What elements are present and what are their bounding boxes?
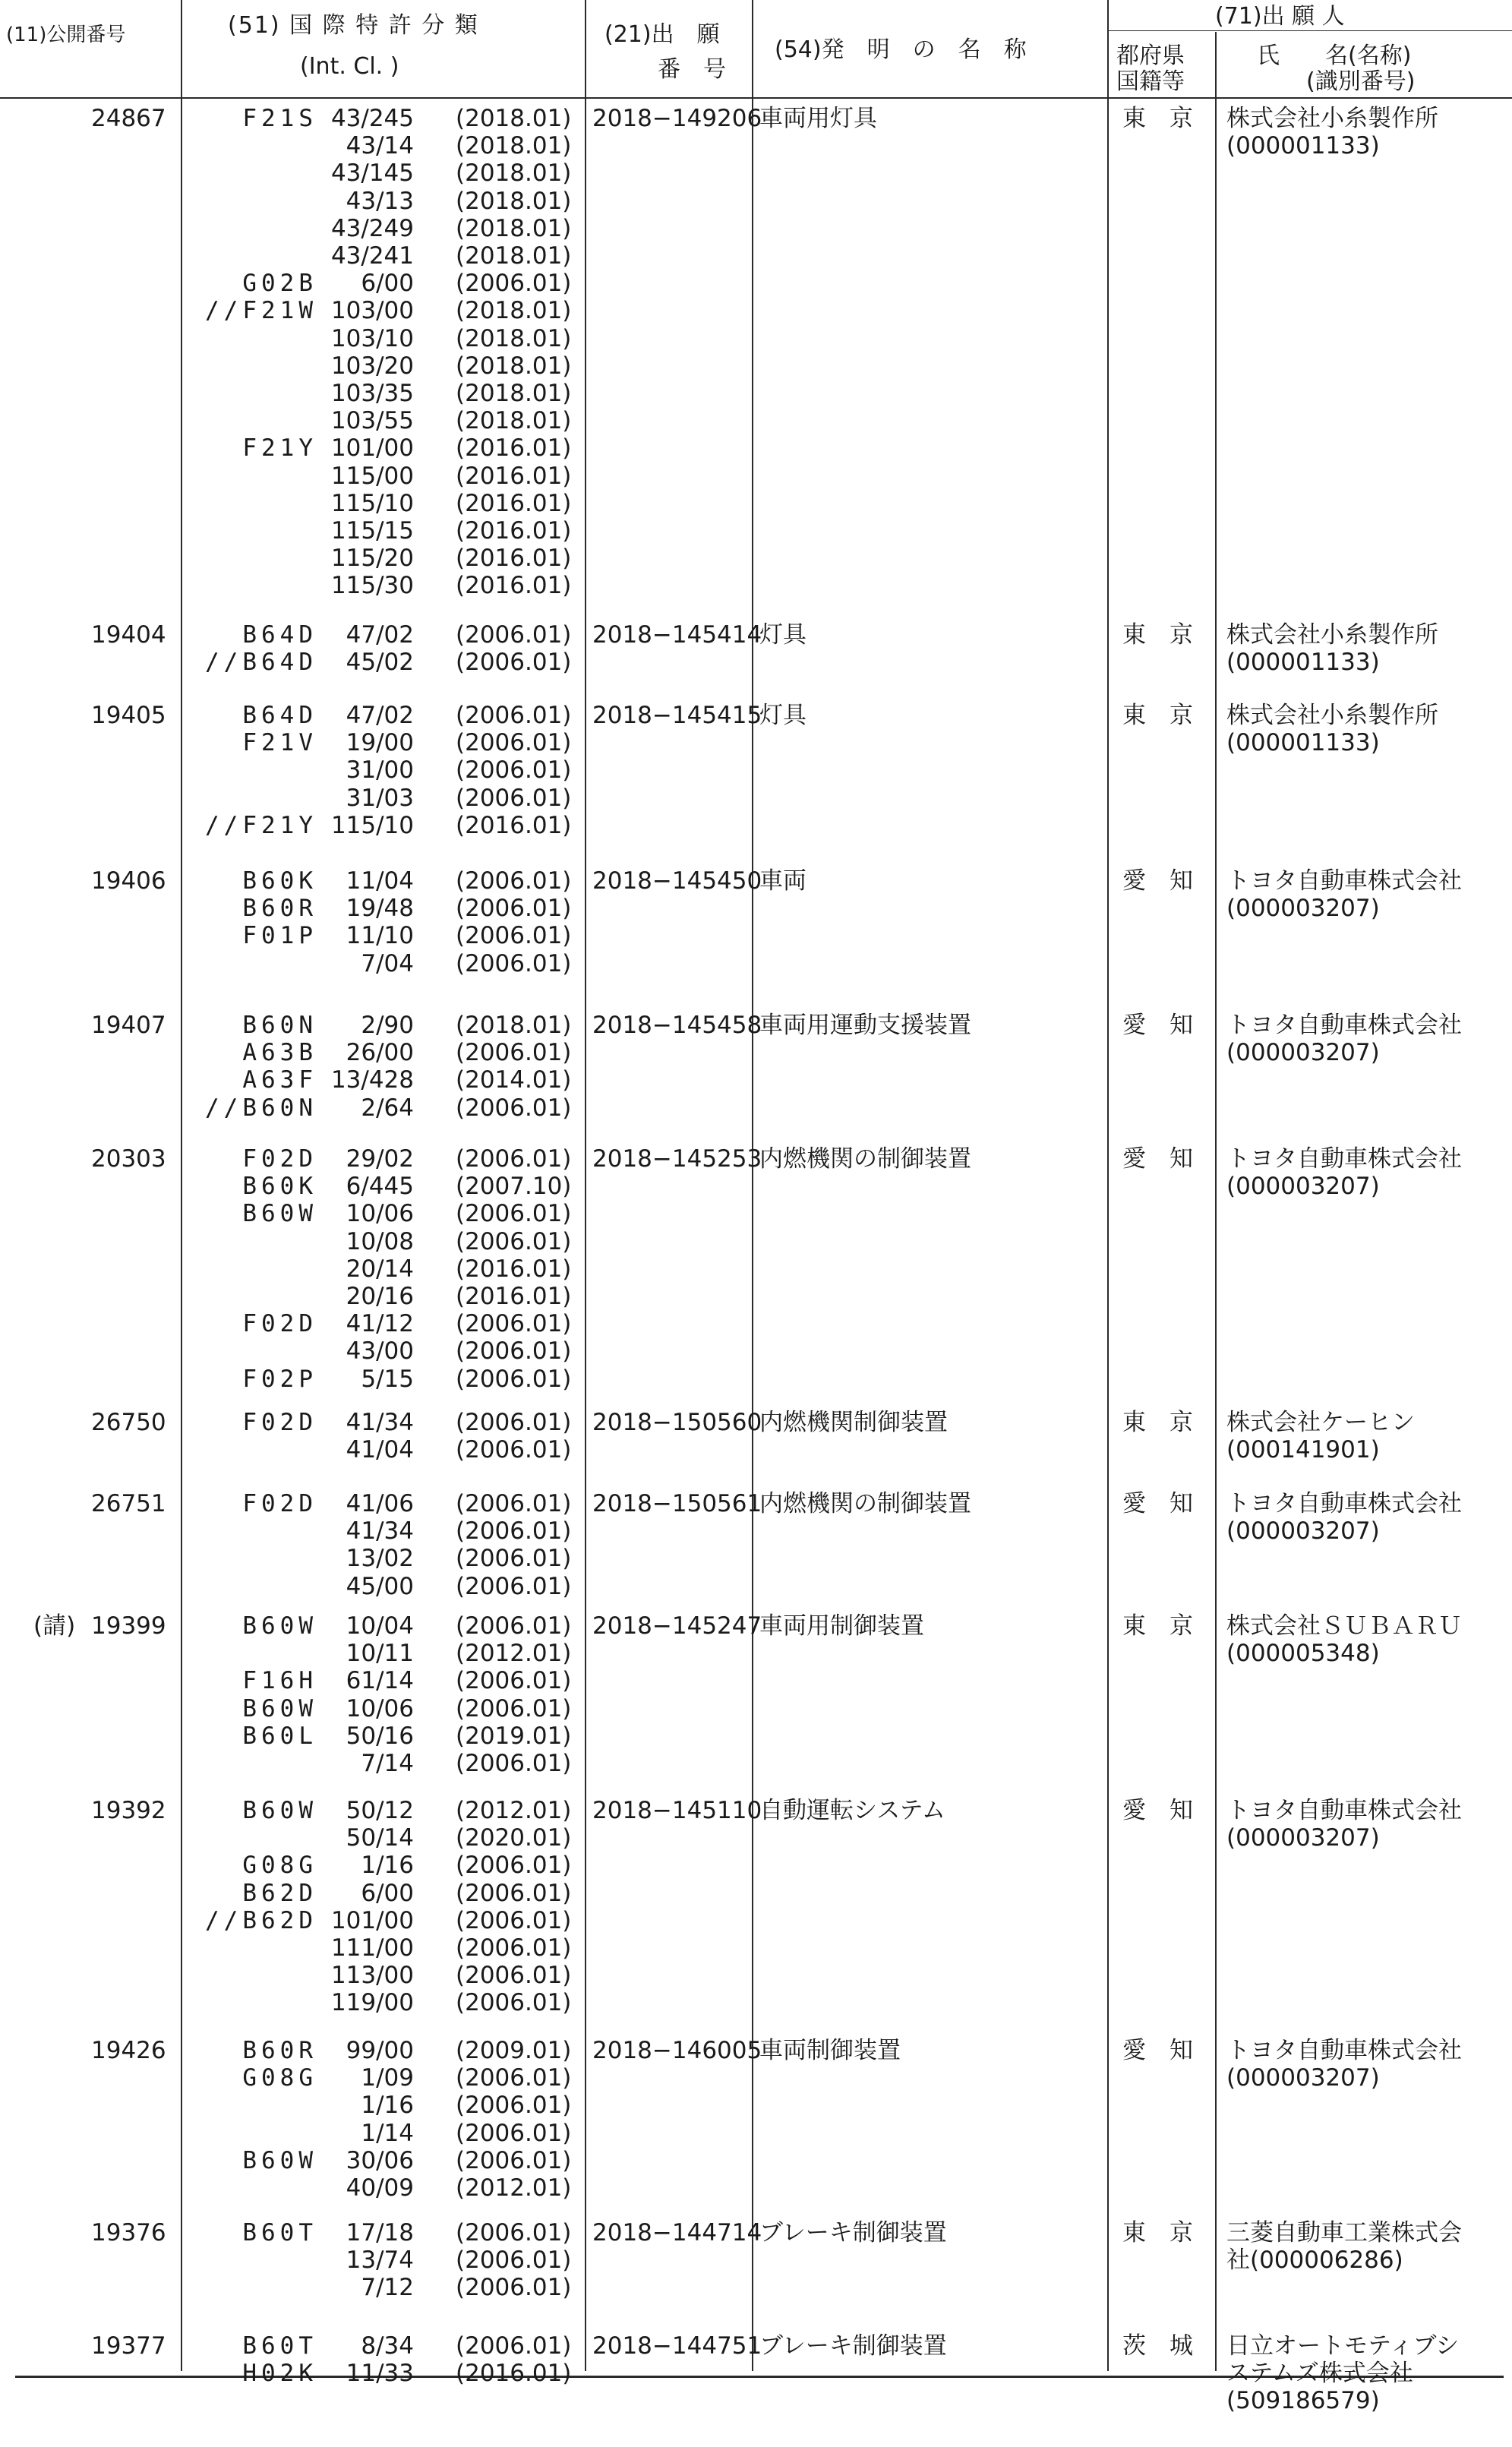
ipc-group: 101/00 — [330, 434, 414, 463]
ipc-version: (2006.01) — [456, 649, 572, 677]
publication-number: 20303 — [91, 1145, 166, 1173]
ipc-subclass: G08G — [242, 1852, 317, 1880]
ipc-version: (2006.01) — [456, 729, 572, 757]
ipc-group: 115/30 — [330, 572, 414, 600]
ipc-group: 113/00 — [330, 1962, 414, 1990]
applicant-name: (000001133) — [1226, 132, 1380, 160]
ipc-version: (2006.01) — [456, 1517, 572, 1546]
ipc-group: 6/00 — [361, 1879, 414, 1907]
ipc-version: (2006.01) — [456, 2064, 572, 2092]
ipc-version: (2012.01) — [456, 1797, 572, 1824]
publication-number: 19407 — [91, 1012, 166, 1039]
publication-number: 19392 — [91, 1797, 166, 1824]
ipc-group: 45/00 — [346, 1572, 414, 1600]
applicant-prefecture: 愛 知 — [1122, 867, 1193, 895]
publication-number: 19426 — [91, 2037, 166, 2064]
ipc-group: 99/00 — [346, 2037, 414, 2064]
applicant-prefecture: 愛 知 — [1122, 1145, 1193, 1173]
ipc-version: (2006.01) — [456, 1934, 572, 1962]
ipc-group: 61/14 — [346, 1667, 414, 1695]
applicant-prefecture: 茨 城 — [1122, 2332, 1193, 2360]
ipc-group: 6/445 — [346, 1173, 414, 1201]
ipc-group: 19/48 — [346, 895, 414, 923]
ipc-subclass: F02D — [242, 1145, 317, 1173]
ipc-version: (2014.01) — [456, 1066, 572, 1094]
ipc-subclass: B60T — [242, 2332, 317, 2360]
ipc-group: 13/02 — [346, 1545, 414, 1573]
ipc-subclass: //B64D — [205, 649, 317, 677]
applicant-name: (000003207) — [1226, 1824, 1380, 1852]
ipc-version: (2016.01) — [456, 434, 572, 463]
ipc-group: 115/20 — [330, 545, 414, 573]
ipc-version: (2006.01) — [456, 1694, 572, 1722]
ipc-subclass: G08G — [242, 2064, 317, 2092]
applicant-name: トヨタ自動車株式会社 — [1226, 867, 1462, 895]
ipc-version: (2018.01) — [456, 380, 572, 407]
ipc-subclass: B64D — [242, 621, 317, 649]
ipc-group: 20/14 — [346, 1255, 414, 1283]
publication-number: 26750 — [91, 1409, 166, 1436]
ipc-version: (2018.01) — [456, 297, 572, 325]
header-prefecture-1: 都府県 — [1116, 43, 1185, 69]
ipc-group: 11/04 — [346, 867, 414, 895]
applicant-name: (000003207) — [1226, 2064, 1380, 2092]
invention-title: 車両制御装置 — [759, 2037, 901, 2064]
applicant-name: トヨタ自動車株式会社 — [1226, 2037, 1462, 2064]
ipc-group: 2/64 — [361, 1094, 414, 1122]
ipc-version: (2006.01) — [456, 2219, 572, 2247]
ipc-group: 115/10 — [330, 489, 414, 517]
publication-number: 26751 — [91, 1490, 166, 1517]
ipc-group: 1/14 — [361, 2119, 414, 2147]
ipc-version: (2020.01) — [456, 1824, 572, 1852]
ipc-version: (2006.01) — [456, 1545, 572, 1573]
ipc-group: 41/34 — [346, 1409, 414, 1436]
ipc-group: 101/00 — [330, 1906, 414, 1934]
ipc-subclass: F02P — [242, 1365, 317, 1393]
ipc-group: 41/04 — [346, 1436, 414, 1464]
ipc-version: (2016.01) — [456, 462, 572, 490]
ipc-subclass: B60K — [242, 867, 317, 895]
applicant-prefecture: 愛 知 — [1122, 1490, 1193, 1517]
ipc-group: 7/14 — [361, 1750, 414, 1777]
ipc-group: 11/10 — [346, 922, 414, 950]
invention-title: 自動運転システム — [759, 1797, 945, 1824]
ipc-version: (2006.01) — [456, 1310, 572, 1338]
ipc-subclass: B60T — [242, 2219, 317, 2247]
applicant-name: 株式会社ケーヒン — [1226, 1409, 1415, 1436]
ipc-version: (2006.01) — [456, 2274, 572, 2302]
application-number: 2018−144751 — [592, 2332, 762, 2360]
ipc-version: (2006.01) — [456, 756, 572, 785]
applicant-name: トヨタ自動車株式会社 — [1226, 1797, 1462, 1824]
applicant-prefecture: 東 京 — [1122, 105, 1193, 132]
ipc-group: 26/00 — [346, 1039, 414, 1067]
header-prefecture-2: 国籍等 — [1116, 68, 1185, 95]
ipc-group: 43/14 — [346, 132, 414, 160]
ipc-group: 10/11 — [346, 1640, 414, 1668]
application-number: 2018−145110 — [592, 1797, 762, 1824]
ipc-version: (2006.01) — [456, 1750, 572, 1777]
ipc-group: 6/00 — [361, 270, 414, 298]
column-divider — [752, 0, 753, 2371]
header-name-2: (識別番号) — [1306, 68, 1416, 95]
ipc-version: (2006.01) — [456, 1436, 572, 1464]
ipc-version: (2018.01) — [456, 324, 572, 352]
ipc-group: 31/03 — [346, 784, 414, 812]
applicant-prefecture: 愛 知 — [1122, 1012, 1193, 1039]
invention-title: 灯具 — [759, 621, 807, 649]
ipc-version: (2007.10) — [456, 1173, 572, 1201]
publication-number: 19405 — [91, 702, 166, 729]
ipc-subclass: //B62D — [205, 1906, 317, 1934]
header-divider — [0, 97, 1512, 99]
ipc-group: 103/10 — [330, 324, 414, 352]
ipc-version: (2018.01) — [456, 407, 572, 435]
ipc-group: 115/00 — [330, 462, 414, 490]
ipc-version: (2006.01) — [456, 702, 572, 729]
ipc-group: 20/16 — [346, 1283, 414, 1310]
ipc-version: (2012.01) — [456, 2174, 572, 2202]
ipc-group: 2/90 — [361, 1012, 414, 1039]
ipc-version: (2012.01) — [456, 1640, 572, 1668]
applicant-name: ステムズ株式会社 — [1226, 2360, 1413, 2388]
ipc-version: (2006.01) — [456, 1409, 572, 1436]
ipc-version: (2006.01) — [456, 1200, 572, 1228]
publication-number: 19376 — [91, 2219, 166, 2247]
applicant-name: (000141901) — [1226, 1436, 1380, 1464]
application-number: 2018−150561 — [592, 1490, 762, 1517]
ipc-version: (2016.01) — [456, 489, 572, 517]
ipc-subclass: F02D — [242, 1310, 317, 1338]
applicant-name: (000005348) — [1226, 1640, 1380, 1668]
ipc-group: 41/12 — [346, 1310, 414, 1338]
invention-title: 車両 — [759, 867, 807, 895]
ipc-subclass: B60W — [242, 1694, 317, 1722]
application-number: 2018−145247 — [592, 1612, 762, 1640]
ipc-subclass: B60W — [242, 1200, 317, 1228]
ipc-group: 115/15 — [330, 517, 414, 545]
ipc-version: (2006.01) — [456, 1094, 572, 1122]
header-app-no-2: 番 号 — [658, 56, 726, 83]
ipc-version: (2006.01) — [456, 2092, 572, 2120]
ipc-group: 11/33 — [346, 2360, 414, 2388]
ipc-group: 17/18 — [346, 2219, 414, 2247]
ipc-version: (2018.01) — [456, 105, 572, 132]
ipc-version: (2006.01) — [456, 2332, 572, 2360]
invention-title: 車両用運動支援装置 — [759, 1012, 971, 1039]
ipc-subclass: F21S — [242, 105, 317, 132]
ipc-group: 5/15 — [361, 1365, 414, 1393]
ipc-group: 43/13 — [346, 187, 414, 215]
ipc-subclass: B60R — [242, 895, 317, 923]
applicant-name: 株式会社小糸製作所 — [1226, 105, 1438, 132]
applicant-name: トヨタ自動車株式会社 — [1226, 1012, 1462, 1039]
invention-title: 内燃機関の制御装置 — [759, 1145, 971, 1173]
application-number: 2018−145458 — [592, 1012, 762, 1039]
ipc-subclass: B60R — [242, 2037, 317, 2064]
ipc-group: 7/12 — [361, 2274, 414, 2302]
ipc-group: 103/35 — [330, 380, 414, 407]
ipc-group: 10/06 — [346, 1200, 414, 1228]
publication-number: 19406 — [91, 867, 166, 895]
ipc-version: (2016.01) — [456, 1283, 572, 1310]
publication-number: 19399 — [91, 1612, 166, 1640]
ipc-group: 103/20 — [330, 352, 414, 380]
ipc-subclass: B60N — [242, 1012, 317, 1039]
ipc-version: (2006.01) — [456, 1365, 572, 1393]
applicant-name: (000003207) — [1226, 1039, 1380, 1067]
ipc-group: 8/34 — [361, 2332, 414, 2360]
ipc-version: (2006.01) — [456, 784, 572, 812]
applicant-name: 日立オートモティブシ — [1226, 2332, 1460, 2360]
application-number: 2018−145414 — [592, 621, 762, 649]
ipc-version: (2009.01) — [456, 2037, 572, 2064]
ipc-group: 43/00 — [346, 1337, 414, 1366]
applicant-prefecture: 東 京 — [1122, 2219, 1193, 2247]
ipc-version: (2018.01) — [456, 242, 572, 270]
ipc-group: 1/16 — [361, 1852, 414, 1880]
ipc-version: (2006.01) — [456, 1906, 572, 1934]
ipc-group: 31/00 — [346, 756, 414, 785]
application-number: 2018−150560 — [592, 1409, 762, 1436]
applicant-prefecture: 愛 知 — [1122, 2037, 1193, 2064]
applicant-name: 社(000006286) — [1226, 2247, 1403, 2275]
ipc-version: (2018.01) — [456, 352, 572, 380]
invention-title: 車両用灯具 — [759, 105, 877, 132]
ipc-version: (2016.01) — [456, 545, 572, 573]
ipc-subclass: B60K — [242, 1173, 317, 1201]
applicant-name: (000003207) — [1226, 895, 1380, 923]
ipc-subclass: F21Y — [242, 434, 317, 463]
ipc-version: (2018.01) — [456, 214, 572, 242]
ipc-version: (2006.01) — [456, 1612, 572, 1640]
ipc-version: (2016.01) — [456, 1255, 572, 1283]
ipc-subclass: G02B — [242, 270, 317, 298]
ipc-version: (2006.01) — [456, 1989, 572, 2017]
publication-number: 19377 — [91, 2332, 166, 2360]
ipc-subclass: B60L — [242, 1722, 317, 1750]
applicant-prefecture: 東 京 — [1122, 702, 1193, 729]
application-number: 2018−145450 — [592, 867, 762, 895]
ipc-group: 43/245 — [330, 105, 414, 132]
applicant-name: (000001133) — [1226, 649, 1380, 677]
ipc-version: (2018.01) — [456, 1012, 572, 1039]
column-divider — [181, 0, 182, 2371]
applicant-name: 株式会社小糸製作所 — [1226, 621, 1438, 649]
applicant-subheader-divider — [1107, 30, 1512, 31]
applicant-name: (000001133) — [1226, 729, 1380, 757]
ipc-version: (2006.01) — [456, 2146, 572, 2174]
ipc-version: (2006.01) — [456, 1962, 572, 1990]
ipc-group: 43/249 — [330, 214, 414, 242]
ipc-version: (2006.01) — [456, 1667, 572, 1695]
application-number: 2018−146005 — [592, 2037, 762, 2064]
invention-title: 車両用制御装置 — [759, 1612, 924, 1640]
applicant-name: トヨタ自動車株式会社 — [1226, 1145, 1462, 1173]
publication-number: 19404 — [91, 621, 166, 649]
applicant-name: 三菱自動車工業株式会 — [1226, 2219, 1462, 2247]
column-divider — [585, 0, 586, 2371]
applicant-prefecture: 東 京 — [1122, 621, 1193, 649]
claim-mark: (請) — [33, 1612, 76, 1640]
ipc-group: 50/16 — [346, 1722, 414, 1750]
ipc-version: (2006.01) — [456, 1490, 572, 1517]
header-ipc-title: (51) 国 際 特 許 分 類 — [228, 12, 479, 39]
ipc-group: 103/55 — [330, 407, 414, 435]
ipc-version: (2006.01) — [456, 922, 572, 950]
ipc-group: 119/00 — [330, 1989, 414, 2017]
header-applicant: (71)出 願 人 — [1215, 3, 1345, 30]
ipc-version: (2006.01) — [456, 895, 572, 923]
ipc-group: 13/74 — [346, 2247, 414, 2275]
ipc-group: 47/02 — [346, 621, 414, 649]
ipc-version: (2019.01) — [456, 1722, 572, 1750]
ipc-subclass: F16H — [242, 1667, 317, 1695]
ipc-subclass: //B60N — [205, 1094, 317, 1122]
ipc-group: 7/04 — [361, 949, 414, 977]
ipc-version: (2016.01) — [456, 2360, 572, 2388]
ipc-version: (2006.01) — [456, 1879, 572, 1907]
ipc-group: 13/428 — [330, 1066, 414, 1094]
ipc-subclass: B62D — [242, 1879, 317, 1907]
applicant-name: トヨタ自動車株式会社 — [1226, 1490, 1462, 1517]
ipc-group: 45/02 — [346, 649, 414, 677]
header-name-1: 氏 名(名称) — [1257, 43, 1412, 69]
ipc-group: 29/02 — [346, 1145, 414, 1173]
ipc-group: 1/09 — [361, 2064, 414, 2092]
column-divider — [1107, 0, 1109, 2371]
invention-title: 内燃機関の制御装置 — [759, 1490, 971, 1517]
ipc-group: 10/04 — [346, 1612, 414, 1640]
ipc-subclass: B60W — [242, 2146, 317, 2174]
ipc-version: (2006.01) — [456, 2247, 572, 2275]
ipc-group: 41/34 — [346, 1517, 414, 1546]
ipc-group: 10/06 — [346, 1694, 414, 1722]
applicant-name: 株式会社小糸製作所 — [1226, 702, 1438, 729]
ipc-group: 43/145 — [330, 159, 414, 188]
ipc-subclass: B60W — [242, 1612, 317, 1640]
ipc-group: 115/10 — [330, 811, 414, 839]
applicant-name: (509186579) — [1226, 2387, 1380, 2415]
ipc-version: (2016.01) — [456, 572, 572, 600]
ipc-group: 1/16 — [361, 2092, 414, 2120]
application-number: 2018−144714 — [592, 2219, 762, 2247]
ipc-subclass: A63B — [242, 1039, 317, 1067]
ipc-version: (2016.01) — [456, 517, 572, 545]
ipc-subclass: F02D — [242, 1409, 317, 1436]
ipc-version: (2006.01) — [456, 1337, 572, 1366]
ipc-subclass: B64D — [242, 702, 317, 729]
applicant-prefecture: 愛 知 — [1122, 1797, 1193, 1824]
ipc-group: 47/02 — [346, 702, 414, 729]
ipc-version: (2018.01) — [456, 132, 572, 160]
ipc-version: (2006.01) — [456, 949, 572, 977]
ipc-subclass: F21V — [242, 729, 317, 757]
invention-title: 内燃機関制御装置 — [759, 1409, 948, 1436]
ipc-version: (2006.01) — [456, 621, 572, 649]
ipc-group: 19/00 — [346, 729, 414, 757]
applicant-name: (000003207) — [1226, 1173, 1380, 1201]
ipc-version: (2006.01) — [456, 1039, 572, 1067]
ipc-group: 50/14 — [346, 1824, 414, 1852]
application-number: 2018−149206 — [592, 105, 762, 132]
application-number: 2018−145415 — [592, 702, 762, 729]
applicant-prefecture: 東 京 — [1122, 1409, 1193, 1436]
header-pub-no: (11)公開番号 — [6, 24, 126, 46]
ipc-subclass: F02D — [242, 1490, 317, 1517]
ipc-group: 41/06 — [346, 1490, 414, 1517]
ipc-subclass: F01P — [242, 922, 317, 950]
ipc-version: (2018.01) — [456, 159, 572, 188]
ipc-version: (2006.01) — [456, 1572, 572, 1600]
ipc-version: (2006.01) — [456, 270, 572, 298]
ipc-subclass: H02K — [242, 2360, 317, 2388]
publication-number: 24867 — [91, 105, 166, 132]
ipc-version: (2006.01) — [456, 867, 572, 895]
ipc-version: (2006.01) — [456, 1145, 572, 1173]
applicant-name: (000003207) — [1226, 1517, 1380, 1546]
applicant-prefecture: 東 京 — [1122, 1612, 1193, 1640]
ipc-version: (2006.01) — [456, 1852, 572, 1880]
column-divider — [1215, 32, 1217, 2371]
header-invention-title: (54)発 明 の 名 称 — [775, 36, 1027, 63]
ipc-subclass: B60W — [242, 1797, 317, 1824]
ipc-version: (2006.01) — [456, 1227, 572, 1255]
application-number: 2018−145253 — [592, 1145, 762, 1173]
invention-title: 灯具 — [759, 702, 807, 729]
ipc-group: 40/09 — [346, 2174, 414, 2202]
ipc-version: (2016.01) — [456, 811, 572, 839]
ipc-group: 103/00 — [330, 297, 414, 325]
ipc-version: (2006.01) — [456, 2119, 572, 2147]
invention-title: ブレーキ制御装置 — [759, 2219, 947, 2247]
ipc-group: 50/12 — [346, 1797, 414, 1824]
applicant-name: 株式会社ＳＵＢＡＲＵ — [1226, 1612, 1462, 1640]
ipc-subclass: //F21W — [205, 297, 317, 325]
invention-title: ブレーキ制御装置 — [759, 2332, 947, 2360]
header-app-no-1: (21)出 願 — [604, 21, 720, 48]
header-ipc-sub: (Int. Cl. ) — [300, 53, 399, 80]
ipc-subclass: //F21Y — [205, 811, 317, 839]
ipc-group: 10/08 — [346, 1227, 414, 1255]
ipc-group: 43/241 — [330, 242, 414, 270]
ipc-group: 111/00 — [330, 1934, 414, 1962]
ipc-group: 30/06 — [346, 2146, 414, 2174]
ipc-subclass: A63F — [242, 1066, 317, 1094]
ipc-version: (2018.01) — [456, 187, 572, 215]
